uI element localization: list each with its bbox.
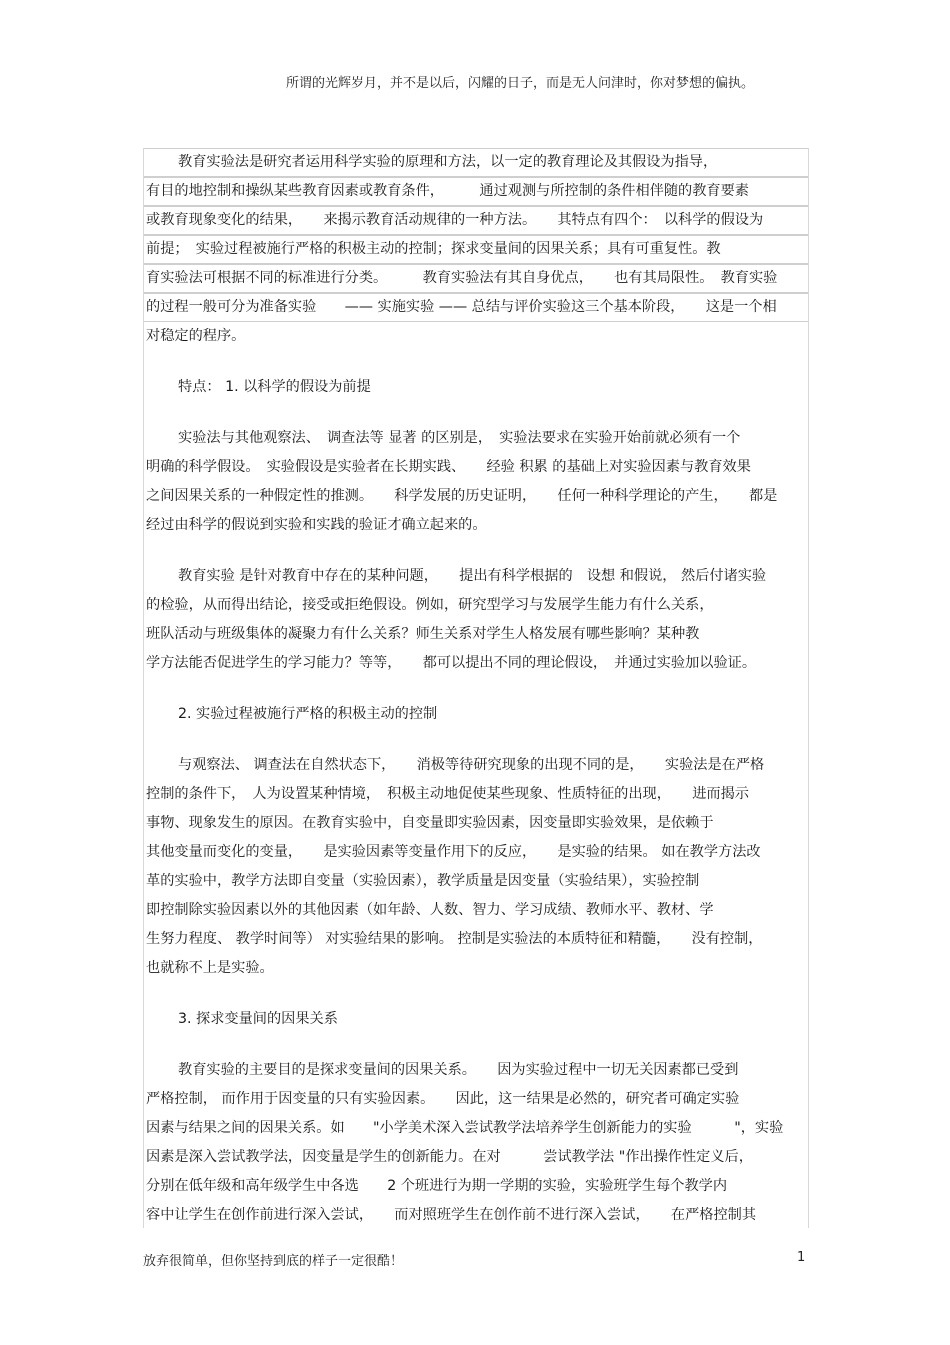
text-line: 与观察法、 调查法在自然状态下， 消极等待研究现象的出现不同的是， 实验法是在严格 bbox=[178, 757, 765, 773]
text-line: 经过由科学的假说到实验和实践的验证才确立起来的。 bbox=[146, 517, 487, 533]
text-line: 教育实验法是研究者运用科学实验的原理和方法，以一定的教育理论及其假设为指导， bbox=[144, 148, 808, 177]
text-line: 实验法与其他观察法、 调查法等 显著 的区别是， 实验法要求在实验开始前就必须有一个 bbox=[178, 430, 741, 446]
section-heading-1: 特点： 1. 以科学的假设为前提 bbox=[178, 379, 371, 395]
text-line: 其他变量而变化的变量， 是实验因素等变量作用下的反应， 是实验的结果。 如在教学方法改 bbox=[146, 844, 761, 860]
text-line: 明确的科学假设。 实验假设是实验者在长期实践、 经验 积累 的基础上对实验因素与教育效果 bbox=[146, 459, 751, 475]
text-line: 有目的地控制和操纵某些教育因素或教育条件， 通过观测与所控制的条件相伴随的教育要素 bbox=[144, 177, 808, 206]
text-line: 容中让学生在创作前进行深入尝试， 而对照班学生在创作前不进行深入尝试， 在严格控制其 bbox=[146, 1207, 757, 1223]
section1-paragraph-1 bbox=[144, 424, 808, 540]
section3-paragraph-1 bbox=[144, 1056, 808, 1228]
document-body bbox=[143, 148, 809, 1228]
text-line: 也就称不上是实验。 bbox=[146, 960, 274, 976]
section2-paragraph-1 bbox=[144, 751, 808, 983]
text-line: 生努力程度、 教学时间等） 对实验结果的影响。 控制是实验法的本质特征和精髓， 没有控制， bbox=[146, 931, 763, 947]
text-line: 因素与结果之间的因果关系。如 "小学美术深入尝试教学法培养学生创新能力的实验 "，实验 bbox=[146, 1120, 784, 1136]
text-line: 严格控制， 而作用于因变量的只有实验因素。 因此，这一结果是必然的，研究者可确定实验 bbox=[146, 1091, 740, 1107]
text-line: 教育实验的主要目的是探求变量间的因果关系。 因为实验过程中一切无关因素都已受到 bbox=[178, 1062, 739, 1078]
text-line: 之间因果关系的一种假定性的推测。 科学发展的历史证明， 任何一种科学理论的产生， 都是 bbox=[146, 488, 778, 504]
footer-motto: 放弃很简单，但你坚持到底的样子一定很酷！ bbox=[143, 1254, 404, 1269]
text-line: 革的实验中，教学方法即自变量（实验因素），教学质量是因变量（实验结果），实验控制 bbox=[146, 873, 700, 889]
text-line: 的过程一般可分为准备实验 —— 实施实验 —— 总结与评价实验这三个基本阶段， 这是一个相 bbox=[144, 293, 808, 322]
text-line: 事物、现象发生的原因。在教育实验中，自变量即实验因素，因变量即实验效果，是依赖于 bbox=[146, 815, 714, 831]
section1-paragraph-2 bbox=[144, 562, 808, 678]
text-line: 学方法能否促进学生的学习能力？等等， 都可以提出不同的理论假设， 并通过实验加以验证。 bbox=[146, 655, 757, 671]
text-line: 因素是深入尝试教学法，因变量是学生的创新能力。在对 尝试教学法 "作出操作性定义后， bbox=[146, 1149, 753, 1165]
text-line: 班队活动与班级集体的凝聚力有什么关系？师生关系对学生人格发展有哪些影响？某种教 bbox=[146, 626, 700, 642]
intro-paragraph bbox=[144, 148, 808, 351]
text-line: 即控制除实验因素以外的其他因素（如年龄、人数、智力、学习成绩、教师水平、教材、学 bbox=[146, 902, 714, 918]
text-line: 前提； 实验过程被施行严格的积极主动的控制；探求变量间的因果关系；具有可重复性。教 bbox=[144, 235, 808, 264]
section-heading-3: 3. 探求变量间的因果关系 bbox=[178, 1011, 338, 1027]
text-line: 的检验，从而得出结论，接受或拒绝假设。例如，研究型学习与发展学生能力有什么关系， bbox=[146, 597, 714, 613]
page-number: 1 bbox=[797, 1250, 806, 1265]
text-line: 教育实验 是针对教育中存在的某种问题， 提出有科学根据的 设想 和假说， 然后付诸实验 bbox=[178, 568, 767, 584]
text-line: 育实验法可根据不同的标准进行分类。 教育实验法有其自身优点， 也有其局限性。 教育实验 bbox=[144, 264, 808, 293]
header-quote: 所谓的光辉岁月，并不是以后，闪耀的日子，而是无人问津时，你对梦想的偏执。 bbox=[285, 76, 754, 91]
text-line: 或教育现象变化的结果， 来揭示教育活动规律的一种方法。 其特点有四个： 以科学的假设为 bbox=[144, 206, 808, 235]
section-heading-2: 2. 实验过程被施行严格的积极主动的控制 bbox=[178, 706, 438, 722]
text-line: 分别在低年级和高年级学生中各选 2 个班进行为期一学期的实验，实验班学生每个教学内 bbox=[146, 1178, 728, 1194]
text-line: 控制的条件下， 人为设置某种情境， 积极主动地促使某些现象、性质特征的出现， 进而揭示 bbox=[146, 786, 749, 802]
text-line: 对稳定的程序。 bbox=[146, 328, 246, 344]
